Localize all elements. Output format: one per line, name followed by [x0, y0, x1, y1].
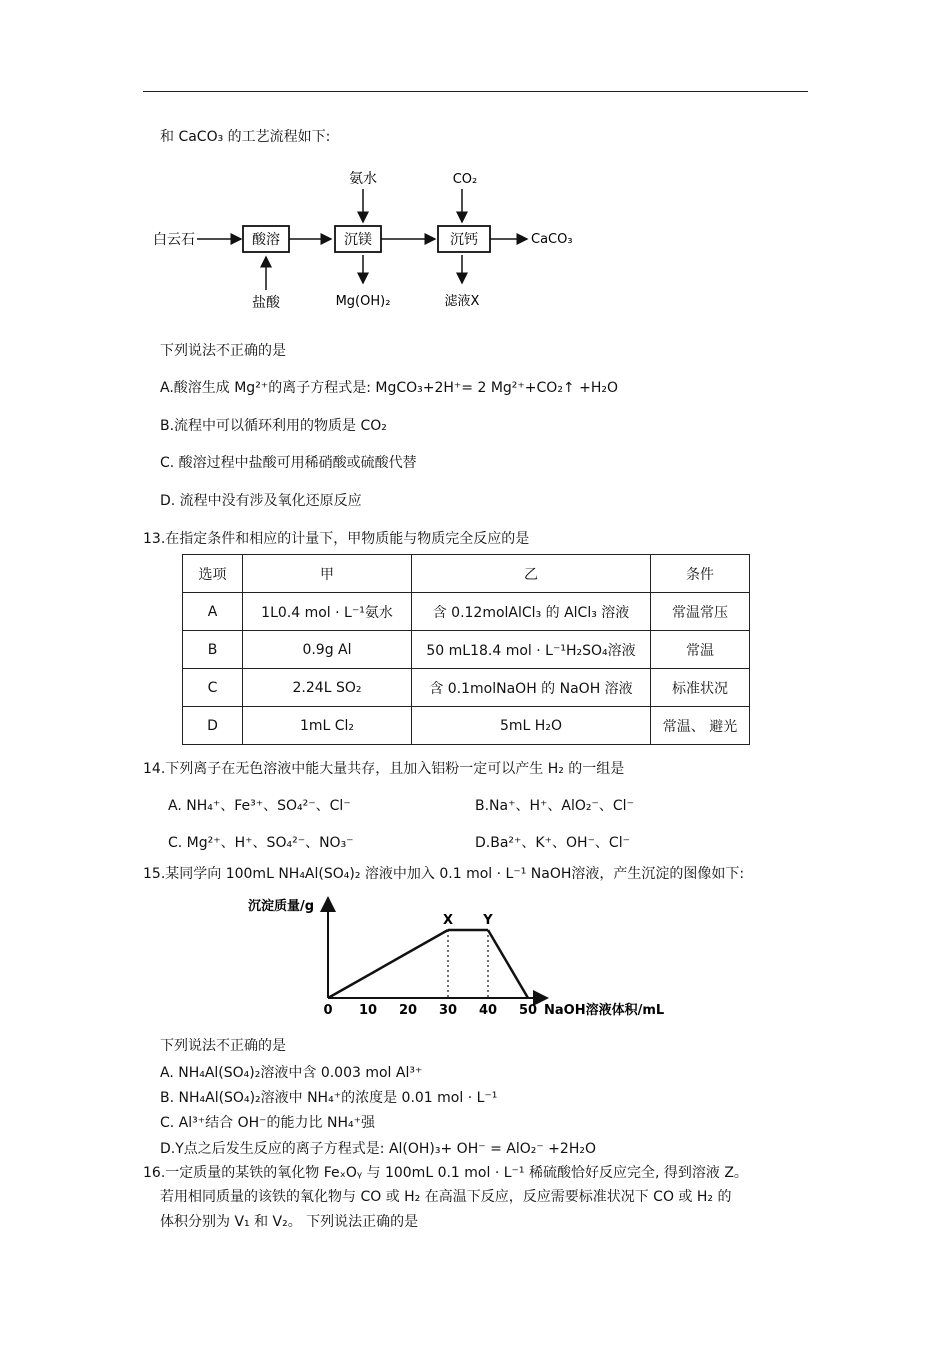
table-cell: A: [183, 593, 243, 631]
table-cell: 常温、 避光: [651, 707, 750, 745]
table-header-cell: 选项: [183, 555, 243, 593]
table-cell: 常温: [651, 631, 750, 669]
chart-x-tick: 0: [323, 1003, 333, 1018]
table-cell: 标准状况: [651, 669, 750, 707]
q13-table: [182, 554, 750, 745]
q14-option-c: C. Mg²⁺、H⁺、SO₄²⁻、NO₃⁻: [168, 835, 354, 851]
chart-x-tick: 30: [438, 1003, 458, 1018]
flow-start: 白云石: [153, 232, 195, 248]
q12-option-c: C. 酸溶过程中盐酸可用稀硝酸或硫酸代替: [160, 455, 417, 471]
flow-in1: 盐酸: [252, 295, 280, 311]
q15-option-a: A. NH₄Al(SO₄)₂溶液中含 0.003 mol Al³⁺: [160, 1065, 423, 1081]
flow-out3: 滤液X: [444, 294, 480, 309]
chart-annotation: X: [442, 913, 454, 928]
table-cell: 50 mL18.4 mol · L⁻¹H₂SO₄溶液: [412, 631, 651, 669]
q14-option-a: A. NH₄⁺、Fe³⁺、SO₄²⁻、Cl⁻: [168, 798, 351, 814]
flow-box2-label: 沉镁: [344, 232, 372, 248]
table-cell: 5mL H₂O: [412, 707, 651, 745]
table-cell: 1mL Cl₂: [243, 707, 412, 745]
chart-x-tick: 40: [478, 1003, 498, 1018]
q14-stem: 14.下列离子在无色溶液中能大量共存，且加入铝粉一定可以产生 H₂ 的一组是: [143, 761, 625, 777]
chart-series-segment: [328, 930, 448, 998]
q15-option-c: C. Al³⁺结合 OH⁻的能力比 NH₄⁺强: [160, 1115, 375, 1131]
table-row: [183, 669, 750, 707]
table-header-row: [183, 555, 750, 593]
chart-ylabel: 沉淀质量/g: [248, 899, 315, 914]
q15-option-b: B. NH₄Al(SO₄)₂溶液中 NH₄⁺的浓度是 0.01 mol · L⁻¹: [160, 1090, 498, 1106]
flow-box3-label: 沉钙: [450, 232, 478, 248]
chart-series-segment: [488, 930, 528, 998]
intro-line: 和 CaCO₃ 的工艺流程如下:: [160, 129, 331, 145]
q15-stem: 15.某同学向 100mL NH₄Al(SO₄)₂ 溶液中加入 0.1 mol · L⁻¹ NaOH溶液，产生沉淀的图像如下:: [143, 866, 745, 882]
q13-stem: 13.在指定条件和相应的计量下，甲物质能与物质完全反应的是: [143, 531, 530, 547]
flow-out2: Mg(OH)₂: [335, 294, 391, 309]
precipitate-chart: [240, 888, 680, 1028]
table-row: [183, 707, 750, 745]
q14-option-d: D.Ba²⁺、K⁺、OH⁻、Cl⁻: [475, 835, 630, 851]
table-cell: 2.24L SO₂: [243, 669, 412, 707]
q12-option-b: B.流程中可以循环利用的物质是 CO₂: [160, 418, 387, 434]
table-cell: 1L0.4 mol · L⁻¹氨水: [243, 593, 412, 631]
chart-x-tick: 50: [518, 1003, 538, 1018]
header-rule: [143, 91, 808, 92]
table-header-cell: 条件: [651, 555, 750, 593]
chart-xlabel: NaOH溶液体积/mL: [544, 1003, 665, 1018]
table-cell: B: [183, 631, 243, 669]
flow-in2: 氨水: [349, 171, 377, 187]
q12-option-d: D. 流程中没有涉及氧化还原反应: [160, 493, 362, 509]
table-cell: 0.9g Al: [243, 631, 412, 669]
q15-prompt: 下列说法不正确的是: [160, 1038, 286, 1054]
q16-line3: 体积分别为 V₁ 和 V₂。 下列说法正确的是: [160, 1214, 419, 1230]
q12-option-a: A.酸溶生成 Mg²⁺的离子方程式是: MgCO₃+2H⁺= 2 Mg²⁺+CO₂↑ +H₂O: [160, 380, 619, 396]
table-cell: 含 0.12molAlCl₃ 的 AlCl₃ 溶液: [412, 593, 651, 631]
flow-box1-label: 酸溶: [252, 232, 280, 248]
chart-annotation: Y: [483, 913, 493, 928]
table-cell: D: [183, 707, 243, 745]
table-cell: C: [183, 669, 243, 707]
chart-x-tick: 20: [398, 1003, 418, 1018]
flow-in3: CO₂: [452, 172, 478, 187]
table-row: [183, 593, 750, 631]
table-row: [183, 631, 750, 669]
q14-option-b: B.Na⁺、H⁺、AlO₂⁻、Cl⁻: [475, 798, 634, 814]
q16-line1: 16.一定质量的某铁的氧化物 FeₓOᵧ 与 100mL 0.1 mol · L⁻¹ 稀硫酸恰好反应完全, 得到溶液 Z。: [143, 1165, 748, 1181]
table-header-cell: 乙: [412, 555, 651, 593]
q15-option-d: D.Y点之后发生反应的离子方程式是: Al(OH)₃+ OH⁻ = AlO₂⁻ +2H₂O: [160, 1141, 596, 1157]
chart-x-tick: 10: [358, 1003, 378, 1018]
table-cell: 常温常压: [651, 593, 750, 631]
q16-line2: 若用相同质量的该铁的氧化物与 CO 或 H₂ 在高温下反应，反应需要标准状况下 CO 或 H₂ 的: [160, 1189, 732, 1205]
flow-diagram: [145, 165, 595, 315]
q12-prompt: 下列说法不正确的是: [160, 343, 286, 359]
flow-end: CaCO₃: [531, 232, 573, 247]
table-cell: 含 0.1molNaOH 的 NaOH 溶液: [412, 669, 651, 707]
table-header-cell: 甲: [243, 555, 412, 593]
